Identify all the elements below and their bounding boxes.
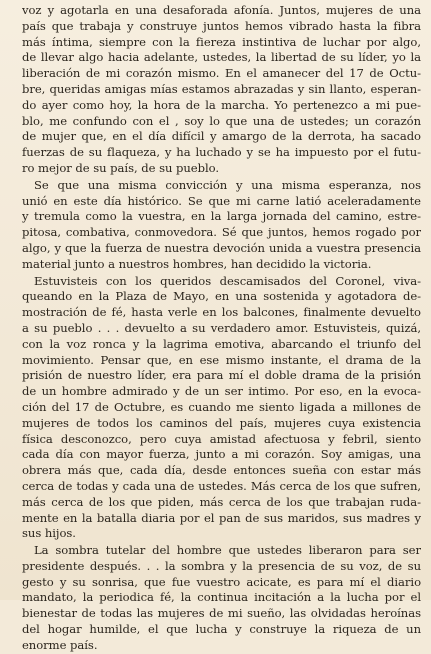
text-line: mostración de fé, hasta verle en los balcones, finalmente devuelto bbox=[22, 305, 421, 320]
text-line: del hogar humilde, el que lucha y construye la riqueza de un bbox=[22, 622, 421, 637]
text-line: obrera más que, cada día, desde entonces sueña con estar más bbox=[22, 463, 421, 478]
text-line: prisión de nuestro líder, era para mí el doble drama de la prisión bbox=[22, 368, 421, 383]
text-line: mente en la batalla diaria por el pan de sus maridos, sus madres y bbox=[22, 510, 421, 525]
text-line: Estuvisteis con los queridos descamisados del Coronel, viva- bbox=[34, 273, 421, 288]
text-line: cerca de todas y cada una de ustedes. Más cerca de los que sufren, bbox=[22, 478, 421, 493]
text-line: a su pueblo . . . devuelto a su verdadero amor. Estuvisteis, quizá, bbox=[22, 320, 421, 335]
text-line: bienestar de todas las mujeres de mi sueño, las olvidadas heroínas bbox=[22, 606, 421, 621]
text-line: algo, y que la fuerza de nuestra devoción unida a vuestra presencia bbox=[22, 240, 421, 255]
paragraph-1 bbox=[22, 3, 421, 177]
text-line: de un hombre admirado y de un ser intimo. Por eso, en la evoca- bbox=[22, 384, 421, 399]
text-line: Se que una misma convicción y una misma esperanza, nos bbox=[34, 177, 421, 192]
text-line: mujeres de todos los caminos del país, mujeres cuya existencia bbox=[22, 415, 421, 430]
text-line: país que trabaja y construye juntos hemos vibrado hasta la fibra bbox=[22, 18, 421, 33]
text-line: voz y agotarla en una desaforada afonía. Juntos, mujeres de una bbox=[22, 3, 421, 17]
text-line: cada día con mayor fuerza, junto a mi corazón. Soy amigas, una bbox=[22, 447, 421, 462]
text-line: unió en este día histórico. Se que mi carne latió aceleradamente bbox=[22, 193, 421, 208]
text-line: do ayer como hoy, la hora de la marcha. Yo pertenezco a mi pue- bbox=[22, 97, 421, 112]
text-line: movimiento. Pensar que, en ese mismo instante, el drama de la bbox=[22, 352, 421, 367]
text-line: física desconozco, pero cuya amistad afectuosa y febril, siento bbox=[22, 431, 421, 446]
paragraph-3 bbox=[22, 274, 421, 543]
text-line: con la voz ronca y la lagrima emotiva, abarcando el triunfo del bbox=[22, 336, 421, 351]
text-line: material junto a nuestros hombres, han decidido la victoria. bbox=[22, 256, 372, 271]
text-line: ro mejor de su país, de su pueblo. bbox=[22, 160, 220, 175]
text-line: de llevar algo hacia adelante, ustedes, la libertad de su líder, yo la bbox=[22, 50, 421, 65]
text-line: queando en la Plaza de Mayo, en una sostenida y agotadora de- bbox=[22, 289, 421, 304]
text-line: blo, me confundo con el , soy lo que una de ustedes; un corazón bbox=[22, 113, 421, 128]
text-line: más cerca de los que piden, más cerca de los que trabajan ruda- bbox=[22, 494, 421, 509]
text-line: gesto y su sonrisa, que fue vuestro acicate, es para mí el diario bbox=[22, 574, 421, 589]
text-line: bre, queridas amigas mías estamos abrazadas y sin llanto, esperan- bbox=[22, 81, 421, 96]
text-line: La sombra tutelar del hombre que ustedes liberaron para ser bbox=[34, 543, 421, 558]
text-line: pitosa, combativa, conmovedora. Sé que juntos, hemos rogado por bbox=[22, 225, 421, 240]
text-line: presidente después. . . la sombra y la presencia de su voz, de su bbox=[22, 558, 421, 573]
text-line: mandato, la periodica fé, la continua incitación a la lucha por el bbox=[22, 590, 421, 605]
text-line: ción del 17 de Octubre, es cuando me siento ligada a millones de bbox=[22, 399, 421, 414]
text-line: de mujer que, en el día difícil y amargo de la derrota, ha sacado bbox=[22, 129, 421, 144]
text-line: liberación de mi corazón mismo. En el amanecer del 17 de Octu- bbox=[22, 66, 421, 81]
text-line: sus hijos. bbox=[22, 526, 76, 541]
paragraph-2 bbox=[22, 178, 421, 273]
text-line: fuerzas de su flaqueza, y ha luchado y se ha impuesto por el futu- bbox=[22, 145, 421, 160]
text-line: y tremula como la vuestra, en la larga jornada del camino, estre- bbox=[22, 209, 421, 224]
paragraph-4 bbox=[22, 543, 421, 654]
text-line: más íntima, siempre con la fiereza instintiva de luchar por algo, bbox=[22, 34, 421, 49]
text-line: enorme país. bbox=[22, 637, 98, 652]
